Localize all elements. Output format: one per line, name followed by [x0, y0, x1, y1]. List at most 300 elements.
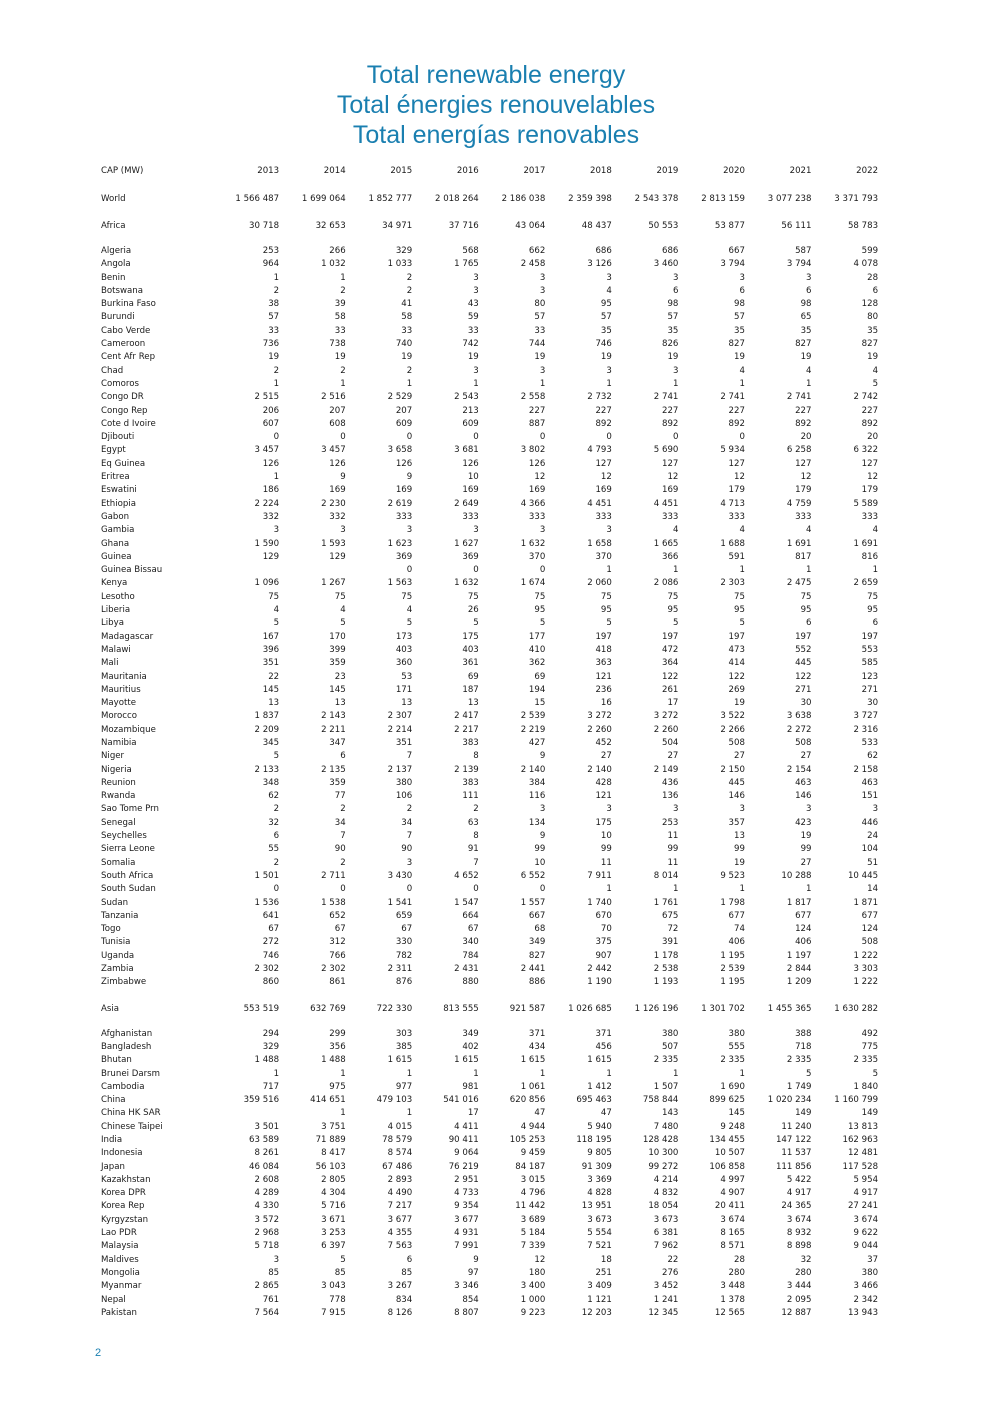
cell-value: 171 [395, 684, 413, 695]
cell-value: 3 371 793 [834, 194, 879, 204]
table-row [98, 1294, 878, 1307]
cell-value: 1 658 [587, 538, 612, 549]
cell-value: 446 [861, 817, 879, 828]
table-row [98, 351, 878, 364]
table-row [98, 511, 878, 524]
table-row [98, 1307, 878, 1320]
cell-value: 356 [329, 1041, 346, 1052]
cell-value: 0 [672, 432, 679, 443]
cell-value: 6 381 [653, 1228, 679, 1239]
cell-value: 2 442 [587, 964, 612, 975]
row-label: Eq Guinea [101, 458, 146, 469]
cell-value: 227 [595, 405, 612, 416]
cell-value: 2 303 [720, 578, 745, 589]
cell-value: 1 615 [454, 1055, 479, 1066]
cell-value: 740 [395, 339, 413, 350]
cell-value: 7 911 [587, 870, 612, 881]
cell-value: 775 [861, 1041, 879, 1052]
cell-value: 24 365 [781, 1201, 812, 1212]
cell-value: 2 [340, 857, 346, 868]
cell-value: 19 [800, 352, 812, 363]
cell-value: 591 [728, 551, 745, 562]
cell-value: 5 934 [720, 445, 745, 456]
cell-value: 19 [401, 352, 413, 363]
cell-value: 127 [728, 458, 745, 469]
cell-value: 1 [273, 272, 280, 283]
cell-value: 99 [534, 844, 546, 855]
row-label: Guinea Bissau [101, 565, 163, 576]
table-row-total [98, 191, 878, 207]
cell-value: 434 [528, 1041, 546, 1052]
cell-value: 4 330 [254, 1201, 280, 1212]
cell-value: 11 537 [781, 1148, 812, 1159]
cell-value: 2 219 [520, 724, 546, 735]
cell-value: 3 [606, 525, 612, 536]
cell-value: 383 [462, 737, 479, 748]
cell-value: 886 [528, 977, 546, 988]
row-label: Maldives [101, 1254, 139, 1265]
cell-value: 9 622 [853, 1228, 879, 1239]
cell-value: 834 [395, 1294, 413, 1305]
cell-value: 371 [528, 1028, 546, 1039]
cell-value: 396 [262, 644, 280, 655]
cell-value: 57 [600, 312, 612, 323]
table-row [98, 803, 878, 816]
cell-value: 2 [273, 365, 280, 376]
cell-value: 3 346 [454, 1281, 479, 1292]
cell-value: 10 [534, 857, 546, 868]
cell-value: 19 [734, 698, 745, 709]
cell-value: 1 749 [786, 1081, 812, 1092]
cell-value: 827 [795, 339, 812, 350]
cell-value: 677 [728, 910, 745, 921]
cell-value: 4 [273, 605, 280, 616]
cell-value: 4 078 [853, 259, 879, 270]
cell-value: 722 330 [376, 1003, 413, 1014]
table-row [98, 764, 878, 777]
cell-value: 428 [595, 777, 612, 788]
cell-value: 359 [329, 777, 346, 788]
row-label: Burundi [101, 312, 135, 323]
cell-value: 492 [861, 1028, 879, 1039]
cell-value: 261 [662, 684, 679, 695]
cell-value: 0 [539, 565, 546, 576]
cell-value: 34 [401, 817, 413, 828]
row-label: Mayotte [101, 698, 137, 709]
cell-value: 12 203 [581, 1307, 612, 1318]
cell-value: 3 077 238 [767, 194, 812, 204]
title-french: Total énergies renouvelables [336, 91, 656, 119]
cell-value: 736 [262, 339, 280, 350]
cell-value: 383 [462, 777, 479, 788]
cell-value: 9 248 [720, 1121, 745, 1132]
row-label: Malawi [101, 644, 131, 655]
cell-value: 1 061 [520, 1081, 546, 1092]
cell-value: 0 [273, 432, 280, 443]
row-label: Cent Afr Rep [101, 352, 156, 363]
row-label: Congo DR [101, 392, 144, 403]
cell-value: 3 369 [587, 1174, 612, 1185]
cell-value: 4 [872, 365, 879, 376]
cell-value: 105 253 [509, 1135, 546, 1145]
cell-value: 19 [867, 352, 879, 363]
cell-value: 921 587 [509, 1003, 546, 1014]
cell-value: 3 689 [520, 1214, 546, 1225]
cell-value: 4 [406, 605, 413, 616]
cell-value: 2 [473, 804, 479, 815]
cell-value: 2 154 [786, 764, 812, 775]
table-row [98, 1068, 878, 1081]
cell-value: 4 [739, 365, 745, 376]
cell-value: 360 [395, 658, 413, 669]
cell-value: 197 [595, 631, 612, 642]
row-label: Afghanistan [101, 1028, 153, 1039]
row-label: Mauritius [101, 684, 141, 695]
cell-value: 854 [462, 1294, 479, 1305]
cell-value: 303 [395, 1028, 413, 1039]
row-label: Burkina Faso [101, 299, 156, 310]
table-row [98, 671, 878, 684]
row-label: Egypt [101, 445, 126, 456]
cell-value: 99 [734, 844, 745, 855]
table-row [98, 1028, 878, 1041]
cell-value: 95 [734, 605, 745, 616]
table-row [98, 724, 878, 737]
table-row [98, 737, 878, 750]
table-row [98, 604, 878, 617]
cell-value: 266 [329, 246, 346, 256]
header-year: 2021 [789, 166, 812, 176]
cell-value: 75 [667, 591, 679, 602]
cell-value: 6 322 [853, 445, 879, 456]
table-row [98, 936, 878, 949]
cell-value: 2 211 [321, 724, 346, 735]
cell-value: 778 [329, 1294, 346, 1305]
cell-value: 59 [467, 312, 479, 323]
cell-value: 359 [329, 658, 346, 669]
cell-value: 0 [473, 432, 479, 443]
cell-value: 1 [539, 1068, 546, 1079]
cell-value: 3 444 [786, 1281, 812, 1292]
row-label: Asia [101, 1003, 120, 1014]
cell-value: 861 [329, 977, 346, 988]
cell-value: 4 832 [653, 1188, 679, 1199]
cell-value: 333 [395, 511, 413, 522]
cell-value: 122 [662, 671, 679, 682]
cell-value: 5 422 [786, 1174, 812, 1185]
cell-value: 332 [329, 511, 346, 522]
cell-value: 2 137 [387, 764, 413, 775]
cell-value: 2 140 [587, 764, 612, 775]
cell-value: 677 [795, 910, 812, 921]
cell-value: 333 [462, 511, 479, 522]
cell-value: 2 307 [387, 711, 413, 722]
cell-value: 357 [728, 817, 745, 828]
cell-value: 99 [667, 844, 679, 855]
cell-value: 351 [395, 737, 413, 748]
cell-value: 746 [262, 950, 280, 961]
table-row [98, 325, 878, 338]
cell-value: 9 805 [587, 1148, 612, 1159]
table-row [98, 1187, 878, 1200]
cell-value: 369 [395, 551, 413, 562]
cell-value: 2 186 038 [501, 194, 546, 204]
cell-value: 22 [667, 1254, 679, 1265]
cell-value: 3 674 [853, 1214, 879, 1225]
cell-value: 2 158 [853, 764, 879, 775]
row-label: Korea DPR [101, 1188, 146, 1199]
cell-value: 1 688 [720, 538, 745, 549]
cell-value: 38 [268, 299, 280, 310]
cell-value: 1 674 [520, 578, 546, 589]
cell-value: 2 [340, 365, 346, 376]
cell-value: 2 [406, 804, 413, 815]
cell-value: 3 681 [454, 445, 479, 456]
cell-value: 2 139 [454, 764, 479, 775]
cell-value: 32 [268, 817, 280, 828]
cell-value: 2 431 [454, 964, 479, 975]
cell-value: 6 [739, 285, 745, 296]
cell-value: 975 [329, 1081, 346, 1092]
table-row [98, 750, 878, 763]
table-row [98, 1081, 878, 1094]
cell-value: 2 [406, 272, 413, 283]
cell-value: 13 [334, 698, 346, 709]
cell-value: 169 [395, 485, 413, 496]
cell-value: 19 [734, 857, 745, 868]
cell-value: 3 673 [587, 1214, 612, 1225]
cell-value: 67 486 [382, 1161, 413, 1172]
cell-value: 340 [462, 937, 479, 948]
cell-value: 169 [528, 485, 546, 496]
row-label: Lao PDR [101, 1228, 137, 1239]
table-row [98, 843, 878, 856]
cell-value: 5 [406, 618, 413, 629]
cell-value: 609 [395, 418, 413, 429]
cell-value: 34 971 [382, 221, 413, 231]
cell-value: 1 [340, 1108, 346, 1119]
cell-value: 380 [395, 777, 413, 788]
cell-value: 2 359 398 [568, 194, 612, 204]
cell-value: 58 783 [847, 221, 879, 231]
cell-value: 117 528 [842, 1161, 879, 1172]
row-label: South Sudan [101, 884, 156, 895]
cell-value: 1 209 [786, 977, 812, 988]
cell-value: 9 [340, 472, 346, 483]
cell-value: 0 [473, 565, 479, 576]
cell-value: 3 448 [720, 1281, 745, 1292]
cell-value: 175 [595, 817, 612, 828]
cell-value: 399 [329, 644, 346, 655]
cell-value: 3 [739, 272, 745, 283]
table-row [98, 950, 878, 963]
cell-value: 2 529 [387, 392, 413, 403]
cell-value: 1 [340, 378, 346, 389]
table-row [98, 272, 878, 285]
cell-value: 3 658 [387, 445, 413, 456]
cell-value: 12 [734, 472, 745, 483]
cell-value: 91 [467, 844, 479, 855]
cell-value: 349 [462, 1028, 479, 1039]
header-year: 2020 [723, 166, 745, 176]
cell-value: 23 [334, 671, 346, 682]
cell-value: 12 481 [847, 1148, 879, 1159]
cell-value: 99 272 [648, 1161, 679, 1172]
cell-value: 84 187 [515, 1161, 546, 1172]
cell-value: 1 765 [454, 259, 479, 270]
cell-value: 5 [872, 1068, 879, 1079]
cell-value: 7 564 [254, 1307, 280, 1318]
cell-value: 90 [334, 844, 346, 855]
cell-value: 410 [528, 644, 546, 655]
cell-value: 75 [867, 591, 879, 602]
cell-value: 1 178 [653, 950, 679, 961]
cell-value: 860 [262, 977, 280, 988]
cell-value: 427 [528, 737, 546, 748]
header-year: 2022 [856, 166, 879, 176]
table-row [98, 245, 878, 258]
cell-value: 124 [861, 924, 879, 935]
row-label: Algeria [101, 246, 132, 256]
table-row [98, 1041, 878, 1054]
cell-value: 1 630 282 [834, 1003, 879, 1014]
cell-value: 2 515 [254, 392, 280, 403]
row-label: Uganda [101, 950, 135, 961]
cell-value: 5 [606, 618, 612, 629]
cell-value: 63 589 [249, 1135, 280, 1145]
table-row [98, 644, 878, 657]
cell-value: 2 217 [454, 724, 479, 735]
row-label: Cabo Verde [101, 325, 151, 336]
cell-value: 4 214 [653, 1174, 679, 1185]
cell-value: 330 [395, 937, 413, 948]
cell-value: 3 638 [786, 711, 812, 722]
cell-value: 227 [795, 405, 812, 416]
cell-value: 43 [467, 299, 479, 310]
row-label: Zimbabwe [101, 977, 147, 988]
cell-value: 9 044 [853, 1241, 879, 1252]
cell-value: 3 267 [387, 1281, 413, 1292]
cell-value: 370 [528, 551, 546, 562]
cell-value: 280 [728, 1267, 745, 1278]
cell-value: 607 [262, 418, 280, 429]
cell-value: 371 [595, 1028, 612, 1039]
cell-value: 3 751 [321, 1121, 346, 1132]
cell-value: 63 [467, 817, 479, 828]
cell-value: 1 [340, 272, 346, 283]
cell-value: 50 553 [648, 221, 679, 231]
cell-value: 4 304 [321, 1188, 346, 1199]
cell-value: 418 [595, 644, 612, 655]
row-label: China [101, 1095, 126, 1106]
cell-value: 2 539 [520, 711, 546, 722]
cell-value: 3 572 [254, 1214, 280, 1225]
cell-value: 9 [539, 751, 546, 762]
row-label: Mauritania [101, 671, 147, 682]
cell-value: 4 793 [587, 445, 612, 456]
cell-value: 0 [340, 432, 346, 443]
cell-value: 1 [739, 378, 745, 389]
cell-value: 2 209 [254, 724, 280, 735]
cell-value: 5 [340, 1254, 346, 1265]
cell-value: 6 [406, 1254, 413, 1265]
cell-value: 3 [539, 285, 546, 296]
cell-value: 95 [600, 605, 612, 616]
cell-value: 12 [800, 472, 812, 483]
cell-value: 134 455 [709, 1135, 745, 1145]
cell-value: 333 [728, 511, 745, 522]
cell-value: 3 452 [653, 1281, 679, 1292]
table-row [98, 910, 878, 923]
cell-value: 2 659 [853, 578, 879, 589]
cell-value: 58 [401, 312, 413, 323]
cell-value: 15 [534, 698, 546, 709]
row-label: Gambia [101, 525, 135, 536]
cell-value: 899 625 [709, 1095, 745, 1106]
row-label: Sierra Leone [101, 844, 155, 855]
row-label: Nigeria [101, 764, 132, 775]
cell-value: 6 [872, 285, 879, 296]
cell-value: 9 [539, 831, 546, 842]
cell-value: 380 [861, 1267, 879, 1278]
cell-value: 1 593 [321, 538, 346, 549]
cell-value: 3 043 [321, 1281, 346, 1292]
cell-value: 403 [462, 644, 479, 655]
cell-value: 34 [334, 817, 346, 828]
table-row [98, 1174, 878, 1187]
cell-value: 686 [595, 246, 612, 256]
cell-value: 361 [462, 658, 479, 669]
cell-value: 197 [728, 631, 745, 642]
cell-value: 129 [329, 551, 346, 562]
cell-value: 186 [262, 485, 280, 496]
table-row [98, 311, 878, 324]
cell-value: 0 [406, 432, 413, 443]
cell-value: 1 501 [254, 870, 280, 881]
table-row [98, 484, 878, 497]
cell-value: 414 651 [310, 1095, 346, 1106]
cell-value: 4 289 [254, 1188, 280, 1199]
cell-value: 26 [467, 605, 479, 616]
cell-value: 333 [595, 511, 612, 522]
cell-value: 452 [595, 737, 612, 748]
cell-value: 329 [395, 246, 413, 256]
cell-value: 58 [334, 312, 346, 323]
cell-value: 53 877 [714, 221, 745, 231]
cell-value: 3 802 [520, 445, 546, 456]
cell-value: 351 [262, 658, 280, 669]
cell-value: 3 460 [653, 259, 679, 270]
cell-value: 345 [262, 737, 280, 748]
cell-value: 2 342 [853, 1294, 879, 1305]
cell-value: 146 [728, 791, 745, 802]
cell-value: 632 769 [310, 1003, 346, 1014]
table-row [98, 551, 878, 564]
header-year: 2013 [257, 166, 280, 176]
cell-value: 880 [462, 977, 479, 988]
cell-value: 80 [534, 299, 546, 310]
table-row [98, 883, 878, 896]
cell-value: 2 608 [254, 1174, 280, 1185]
cell-value: 3 457 [254, 445, 280, 456]
cell-value: 3 [806, 804, 812, 815]
cell-value: 2 335 [786, 1055, 812, 1066]
cell-value: 2 060 [587, 578, 612, 589]
cell-value: 662 [528, 246, 546, 256]
row-label: Tanzania [101, 910, 139, 921]
cell-value: 364 [662, 658, 679, 669]
cell-value: 1 699 064 [301, 194, 346, 204]
